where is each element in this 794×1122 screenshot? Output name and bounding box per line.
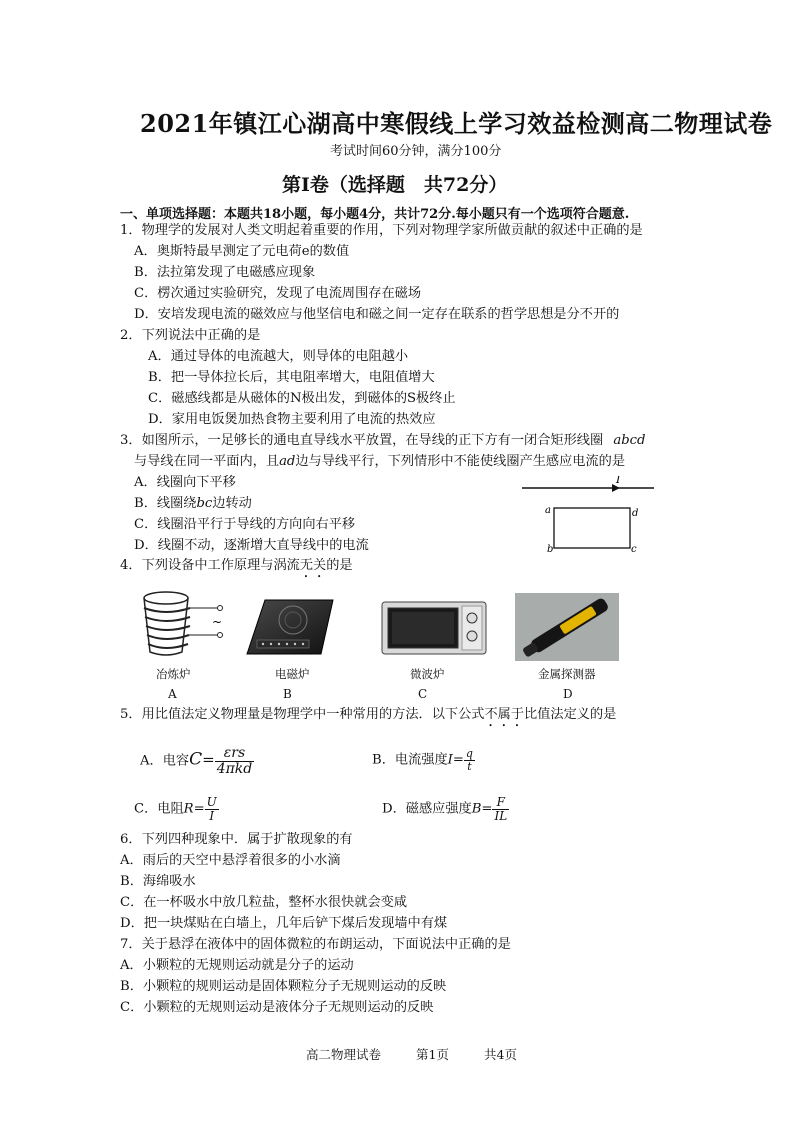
formula-denominator: I [209, 808, 215, 823]
q3-option-a: A．线圈向下平移 [134, 475, 236, 490]
corner-label-c: c [631, 544, 637, 555]
furnace-icon [140, 590, 230, 660]
device-letter-b: B [283, 687, 292, 701]
q5-option-c-label: C．电阻 [134, 801, 184, 817]
formula-equals: = [481, 801, 493, 817]
q3-option-c: C．线圈沿平行于导线的方向向右平移 [134, 517, 356, 532]
q4-stem [120, 557, 353, 581]
formula-denominator: IL [494, 808, 508, 823]
q3-option-b-text: 边转动 [212, 496, 252, 511]
q2-option-a: A．通过导体的电流越大，则导体的电阻越小 [148, 349, 409, 364]
device-caption-d: 金属探测器 [538, 667, 596, 681]
formula-variable: B [471, 801, 482, 817]
q1-option-b: B．法拉第发现了电磁感应现象 [134, 265, 316, 280]
q2-stem: 2．下列说法中正确的是 [120, 328, 261, 343]
q5-option-c [134, 796, 219, 822]
q5-stem-text: 5．用比值法定义物理量是物理学中一种常用的方法．以下公式 [120, 707, 485, 722]
q3-option-b [134, 495, 252, 513]
exam-subtitle: 考试时间60分钟，满分100分 [330, 144, 502, 159]
q5-stem-text: 比值法定义的是 [524, 707, 617, 722]
q6-option-d: D．把一块煤贴在白墙上，几年后铲下煤后发现墙中有煤 [120, 916, 448, 931]
q6-option-b: B．海绵吸水 [120, 874, 196, 889]
formula-variable: C [189, 749, 203, 770]
q3-coil-label: abcd [613, 433, 646, 448]
q4-emphasis: 无关 [299, 558, 327, 573]
q7-option-c: C．小颗粒的无规则运动是液体分子无规则运动的反映 [120, 1000, 434, 1015]
q5-option-d-label: D．磁感应强度 [382, 801, 472, 817]
microwave-icon [380, 596, 490, 658]
q6-option-c: C．在一杯吸水中放几粒盐，整杯水很快就会变咸 [120, 895, 408, 910]
section-heading: 一、单项选择题：本题共18小题，每小题4分，共计72分.每小题只有一个选项符合题意. [120, 207, 630, 222]
footer-page-number: 第1页 [416, 1047, 449, 1062]
q4-stem-text: 的是 [326, 558, 353, 573]
q3-stem-text: 3．如图所示，一足够长的通电直导线水平放置，在导线的正下方有一闭合矩形线圈 [120, 433, 604, 448]
q6-option-a: A．雨后的天空中悬浮着很多的小水滴 [120, 853, 341, 868]
formula-numerator: q [465, 747, 473, 760]
ac-source-symbol: ~ [212, 615, 223, 629]
q1-option-d: D．安培发现电流的磁效应与他坚信电和磁之间一定存在联系的哲学思想是分不开的 [134, 307, 620, 322]
device-letter-d: D [563, 687, 573, 701]
footer-total-pages: 共4页 [484, 1047, 517, 1062]
device-letter-c: C [418, 687, 428, 701]
formula-equals: = [452, 752, 464, 768]
q6-stem: 6．下列四种现象中．属于扩散现象的有 [120, 832, 353, 847]
q5-option-b [372, 748, 475, 772]
q7-option-b: B．小颗粒的规则运动是固体颗粒分子无规则运动的反映 [120, 979, 447, 994]
formula-denominator: 4πkd [216, 760, 253, 777]
metal-detector-icon [515, 593, 619, 661]
corner-label-d: d [632, 508, 639, 519]
device-caption-b: 电磁炉 [275, 667, 310, 681]
q1-option-a: A．奥斯特最早测定了元电荷e的数值 [134, 244, 350, 259]
q3-wire-coil-diagram [520, 476, 660, 556]
formula-equals: = [202, 750, 215, 769]
q1-option-c: C．楞次通过实验研究，发现了电流周围存在磁场 [134, 286, 422, 301]
formula-variable: I [447, 752, 453, 768]
q2-option-b: B．把一导体拉长后，其电阻率增大，电阻值增大 [148, 370, 435, 385]
formula-equals: = [193, 801, 205, 817]
corner-label-a: a [545, 505, 551, 516]
formula-denominator: t [467, 759, 472, 773]
q3-stem-line2 [134, 453, 625, 471]
formula-numerator: F [492, 796, 509, 810]
q1-stem: 1．物理学的发展对人类文明起着重要的作用，下列对物理学家所做贡献的叙述中正确的是 [120, 223, 643, 238]
rectangular-coil [554, 508, 630, 548]
q3-stem-line1 [120, 432, 645, 450]
footer-course: 高二物理试卷 [306, 1047, 382, 1062]
q3-option-b-text: B．线圈绕 [134, 496, 197, 511]
formula-variable: R [183, 801, 194, 817]
q3-side-label: ad [279, 454, 296, 469]
corner-label-b: b [547, 544, 554, 555]
q5-emphasis: 不属于 [484, 707, 525, 722]
q2-option-d: D．家用电饭煲加热食物主要利用了电流的热效应 [148, 412, 436, 427]
device-caption-a: 冶炼炉 [156, 667, 191, 681]
q7-option-a: A．小颗粒的无规则运动就是分子的运动 [120, 958, 354, 973]
device-caption-c: 微波炉 [410, 667, 445, 681]
q5-option-d [382, 796, 509, 822]
q5-option-a [140, 746, 254, 776]
q5-option-a-label: A．电容 [140, 753, 190, 769]
q3-side-label: bc [196, 496, 213, 511]
q5-option-b-label: B．电流强度 [372, 752, 448, 768]
exam-title: 2021年镇江心湖高中寒假线上学习效益检测高二物理试卷 [140, 109, 773, 138]
device-letter-a: A [168, 687, 177, 701]
current-label: I [616, 476, 621, 486]
induction-cooker-icon [245, 596, 335, 658]
q7-stem: 7．关于悬浮在液体中的固体微粒的布朗运动，下面说法中正确的是 [120, 937, 511, 952]
q3-stem-text: 边与导线平行，下列情形中不能使线圈产生感应电流的是 [295, 454, 626, 469]
q3-stem-text: 与导线在同一平面内，且 [134, 454, 280, 469]
volume-heading: 第Ⅰ卷（选择题 共72分） [282, 174, 508, 196]
formula-numerator: εrs [215, 746, 255, 762]
formula-numerator: U [206, 795, 217, 809]
q2-option-c: C．磁感线都是从磁体的N极出发，到磁体的S极终止 [148, 391, 456, 406]
q4-stem-text: 4．下列设备中工作原理与涡流 [120, 558, 300, 573]
q5-stem [120, 706, 616, 730]
q3-option-d: D．线圈不动，逐渐增大直导线中的电流 [134, 538, 369, 553]
